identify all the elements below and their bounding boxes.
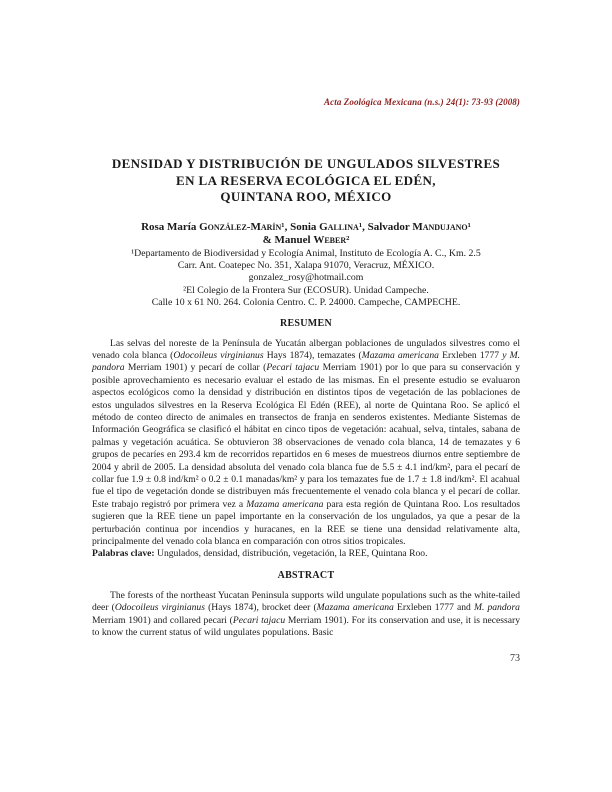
affiliations-block	[92, 248, 520, 310]
resumen-paragraph: Las selvas del noreste de la Península de Yucatán albergan poblaciones de ungulados silvestres como el venado cola blanca (Odocoileus virginianus Hays 1874), temazates (Mazama americana Erxleben 1777 y M. pandora Merriam 1901) y pecarí de collar (Pecari tajacu Merriam 1901) por lo que para su conservación y posible aprovechamiento es necesario evaluar el estado de las mismas. En el presente estudio se evaluaron aspectos ecológicos como la densidad y distribución en distintos tipos de vegetación de las poblaciones de estos ungulados silvestres en la Reserva Ecológica El Edén (REE), al norte de Quintana Roo. Se aplicó el método de conteo directo de animales en transectos de franja en senderos existentes. Mediante Sistemas de Información Geográfica se clasificó el hábitat en cinco tipos de vegetación: acahual, selva, tintales, sabana de palmas y vegetación acuática. Se obtuvieron 38 observaciones de venado cola blanca, 14 de temazates y 6 grupos de pecaríes en 293.4 km de recorridos repartidos en 6 meses de muestreos diurnos entre septiembre de 2004 y abril de 2005. La densidad absoluta del venado cola blanca fue de 5.5 ± 4.1 ind/km², para el pecarí de collar fue 1.9 ± 0.8 ind/km² o 0.2 ± 0.1 manadas/km² y para los temazates fue de 1.7 ± 1.8 ind/km². El acahual fue el tipo de vegetación donde se distribuyen más frecuentemente el venado cola blanca y el pecarí de collar. Este trabajo registró por primera vez a Mazama americana para esta región de Quintana Roo. Los resultados sugieren que la REE tiene un papel importante en la conservación de los ungulados, ya que a pesar de la perturbación continua por incendios y huracanes, en la REE se tiene una densidad relativamente alta, principalmente del venado cola blanca en comparación con otros sitios tropicales.	[92, 337, 521, 548]
page-number: 73	[510, 653, 520, 664]
authors-block	[92, 221, 520, 247]
resumen-heading: RESUMEN	[279, 317, 333, 329]
affiliation-line-3: ²El Colegio de la Frontera Sur (ECOSUR). Unidad Campeche.	[183, 284, 429, 296]
author-line-2: & Manuel Weber²	[262, 233, 350, 246]
journal-header: Acta Zoológica Mexicana (n.s.) 24(1): 73-93 (2008)	[324, 97, 520, 107]
title-line-3: QUINTANA ROO, MÉXICO	[220, 189, 392, 204]
abstract-heading: ABSTRACT	[277, 569, 335, 581]
affiliation-line-4: Calle 10 x 61 N0. 264. Colonia Centro. C. P. 24000. Campeche, CAMPECHE.	[151, 297, 461, 309]
affiliation-line-1: ¹Departamento de Biodiversidad y Ecología Animal, Instituto de Ecología A. C., Km. 2.5	[131, 247, 481, 259]
affiliation-line-2: Carr. Ant. Coatepec No. 351, Xalapa 91070, Veracruz, MÉXICO.	[177, 259, 435, 271]
author-line-1: Rosa María González-Marín¹, Sonia Gallina¹, Salvador Mandujano¹	[141, 220, 471, 233]
keywords-line: Palabras clave: Ungulados, densidad, distribución, vegetación, la REE, Quintana Roo.	[92, 548, 428, 560]
title-line-2: EN LA RESERVA ECOLÓGICA EL EDÉN,	[176, 172, 436, 188]
title-line-1: DENSIDAD Y DISTRIBUCIÓN DE UNGULADOS SILVESTRES	[111, 156, 501, 171]
abstract-paragraph: The forests of the northeast Yucatan Peninsula supports wild ungulate populations such as the white-tailed deer (Odocoileus virginianus (Hays 1874), brocket deer (Mazama americana Erxleben 1777 and M. pandora Merriam 1901) and collared pecari (Pecari tajacu Merriam 1901). For its conservation and use, it is necessary to know the current status of wild ungulates populations. Basic	[92, 589, 521, 639]
author-email: gonzalez_rosy@hotmail.com	[248, 272, 364, 284]
article-title	[92, 156, 520, 206]
